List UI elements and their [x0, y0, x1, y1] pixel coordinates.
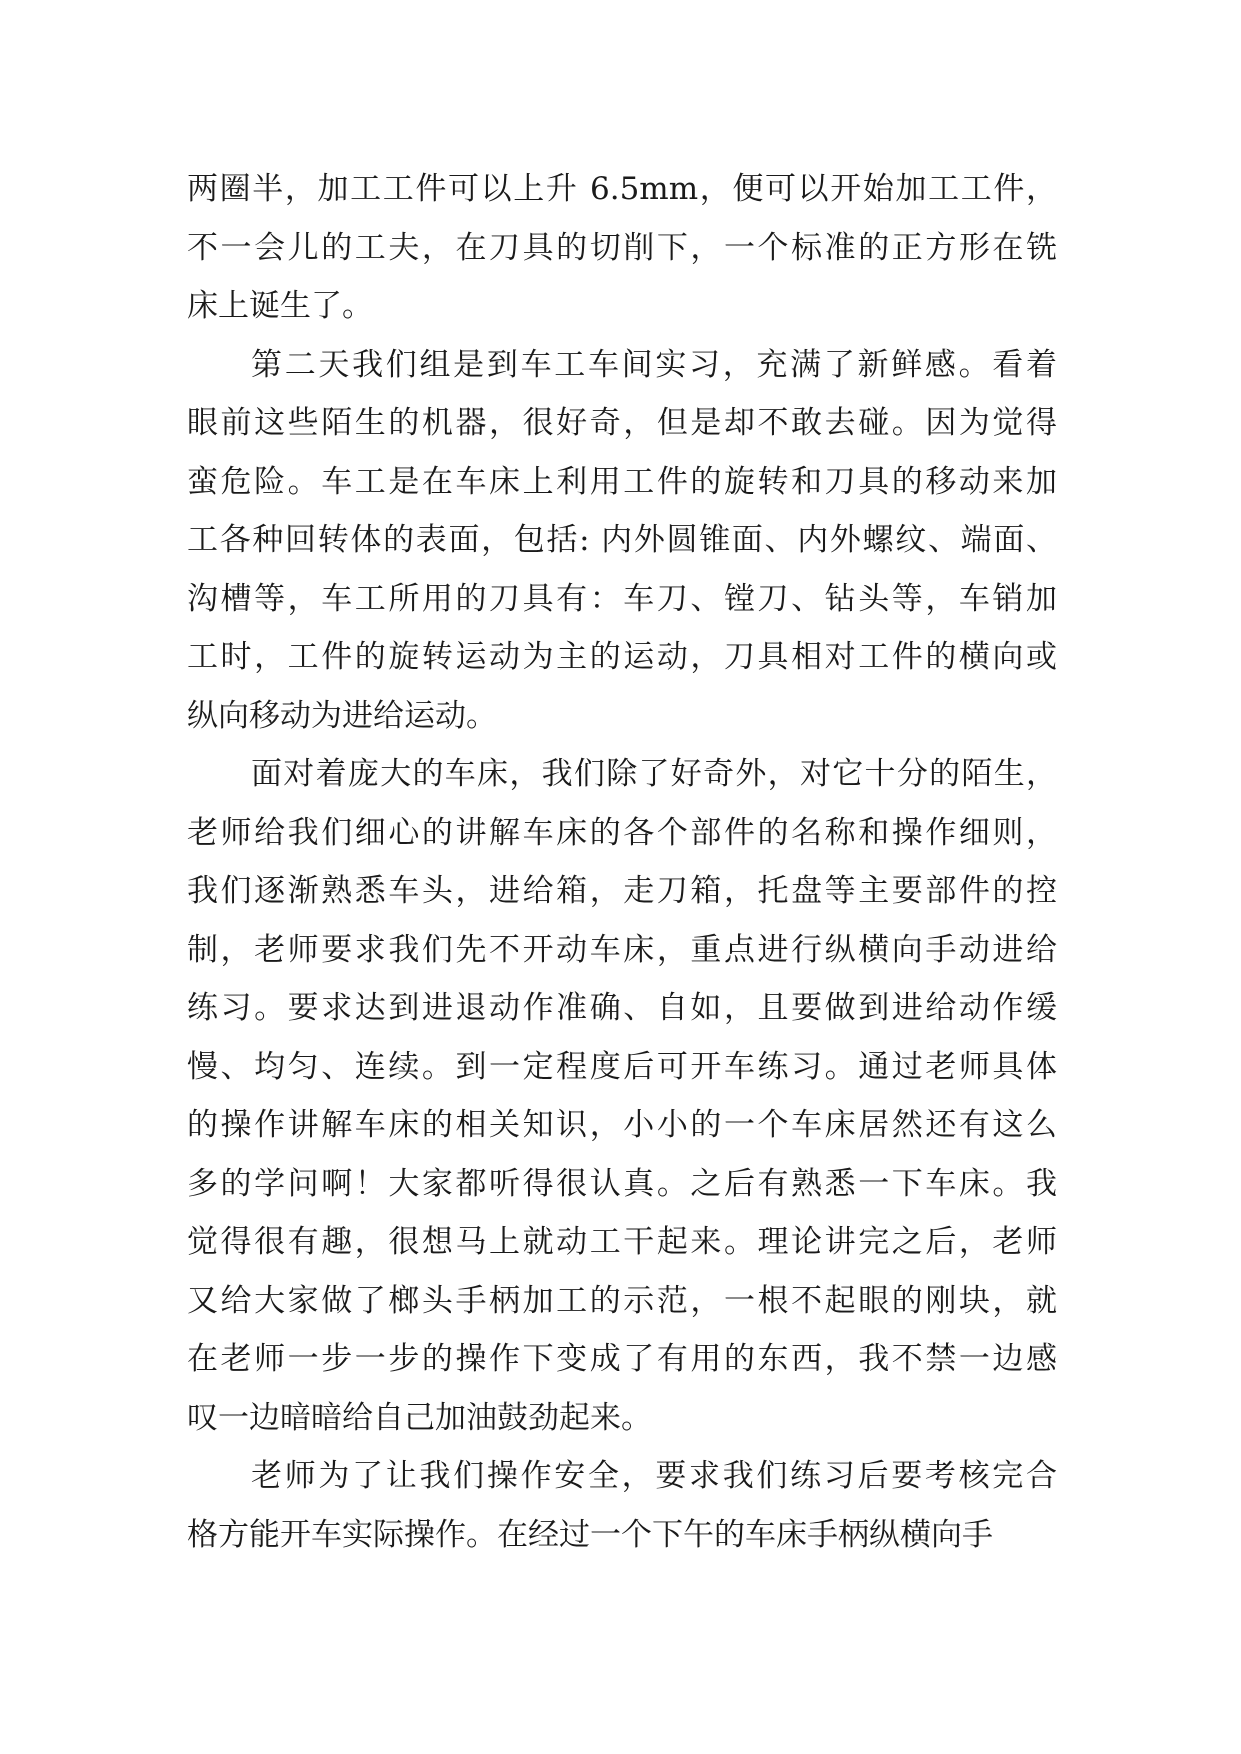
text-line: 我们逐渐熟悉车头，进给箱，走刀箱，托盘等主要部件的控 [187, 873, 1057, 909]
body-text [187, 160, 1057, 1564]
text-line: 蛮危险。车工是在车床上利用工件的旋转和刀具的移动来加 [187, 463, 1057, 500]
text-line: 格方能开车实际操作。在经过一个下午的车床手柄纵横向手 [187, 1516, 993, 1553]
text-line: 床上诞生了。 [187, 288, 373, 324]
text-line: 工时，工件的旋转运动为主的运动，刀具相对工件的横向或 [187, 639, 1057, 675]
paragraph [187, 745, 1057, 1447]
text-line: 慢、均匀、连续。到一定程度后可开车练习。通过老师具体 [187, 1048, 1057, 1085]
text-line: 两圈半，加工工件可以上升 6.5mm，便可以开始加工工件， [187, 171, 1057, 207]
text-line: 纵向移动为进给运动。 [187, 697, 497, 734]
text-line: 练习。要求达到进退动作准确、自如，且要做到进给动作缓 [187, 990, 1057, 1026]
text-line: 面对着庞大的车床，我们除了好奇外，对它十分的陌生， [251, 756, 1057, 792]
text-line: 不一会儿的工夫，在刀具的切削下，一个标准的正方形在铣 [187, 229, 1057, 266]
paragraph [187, 160, 1057, 336]
text-line: 在老师一步一步的操作下变成了有用的东西，我不禁一边感 [187, 1341, 1057, 1377]
text-line: 的操作讲解车床的相关知识，小小的一个车床居然还有这么 [187, 1107, 1057, 1143]
text-line: 制，老师要求我们先不开动车床，重点进行纵横向手动进给 [187, 931, 1057, 968]
text-line: 沟槽等，车工所用的刀具有：车刀、镗刀、钻头等，车销加 [187, 580, 1057, 617]
text-line: 叹一边暗暗给自己加油鼓劲起来。 [187, 1399, 652, 1436]
text-line: 老师给我们细心的讲解车床的各个部件的名称和操作细则， [187, 814, 1057, 851]
paragraph [187, 1447, 1057, 1564]
text-line: 又给大家做了榔头手柄加工的示范，一根不起眼的刚块，就 [187, 1282, 1057, 1319]
text-line: 眼前这些陌生的机器，很好奇，但是却不敢去碰。因为觉得 [187, 405, 1057, 441]
text-line: 觉得很有趣，很想马上就动工干起来。理论讲完之后，老师 [187, 1224, 1057, 1260]
text-line: 第二天我们组是到车工车间实习，充满了新鲜感。看着 [251, 346, 1057, 383]
text-line: 工各种回转体的表面，包括: 内外圆锥面、内外螺纹、端面、 [187, 522, 1057, 558]
paragraph [187, 336, 1057, 746]
text-line: 多的学问啊！大家都听得很认真。之后有熟悉一下车床。我 [187, 1165, 1057, 1202]
text-line: 老师为了让我们操作安全，要求我们练习后要考核完合 [251, 1458, 1057, 1494]
